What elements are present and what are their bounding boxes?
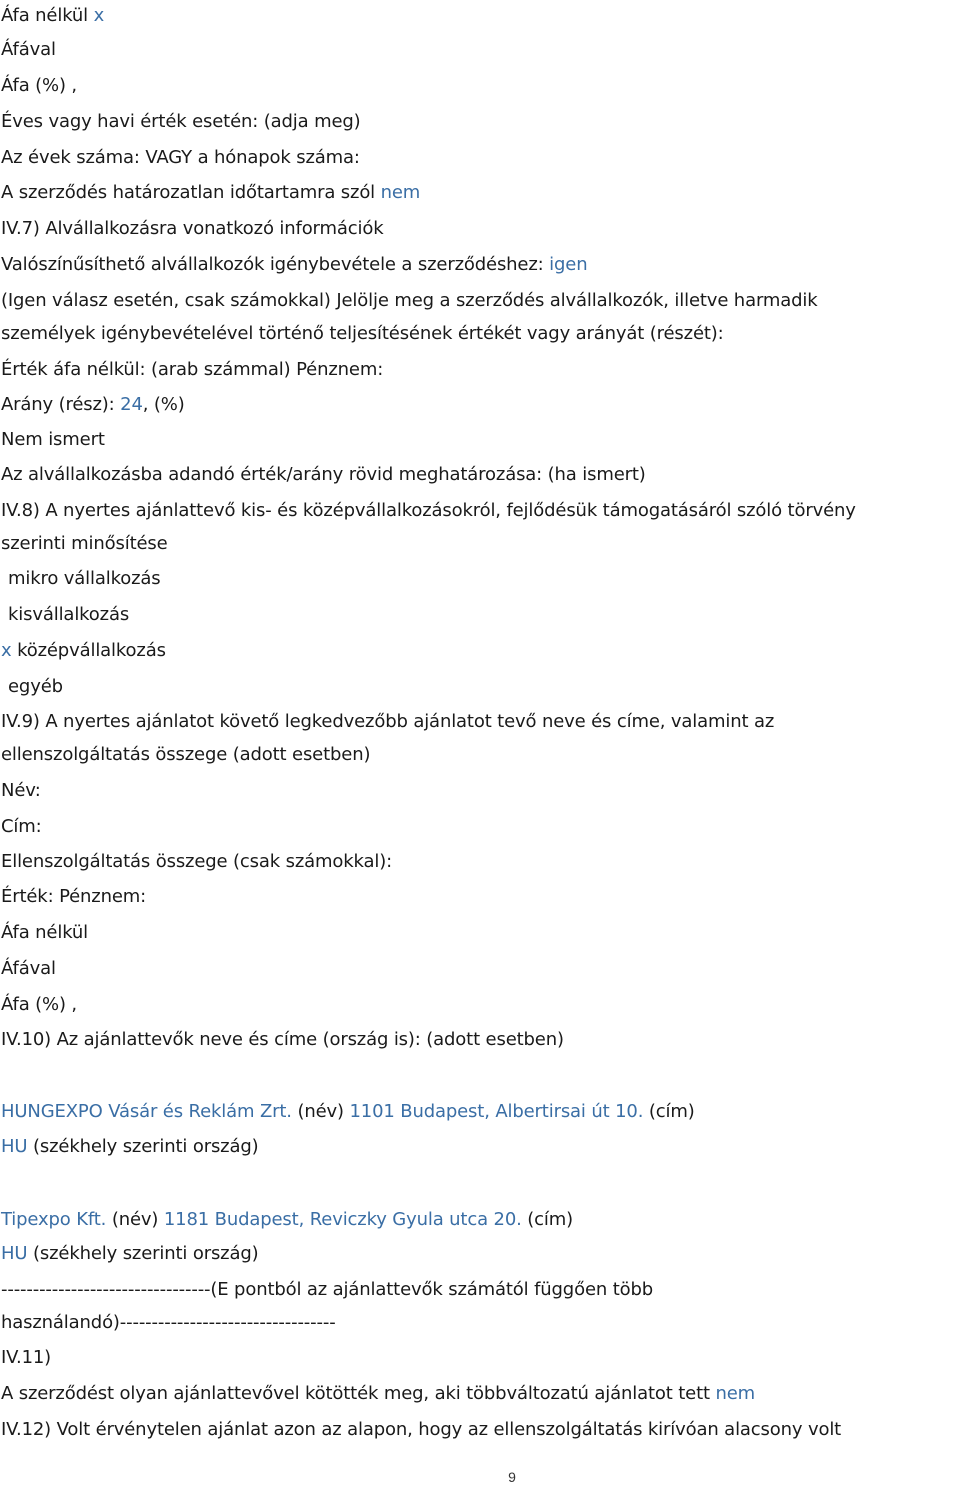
subcontract-instruction-line-2: személyek igénybevételével történő teljesítésének értékét vagy arányát (részét): [1,323,724,344]
section-iv10-heading: IV.10) Az ajánlattevők neve és címe (ország is): (adott esetben) [1,1029,564,1050]
bidder-1-address: 1101 Budapest, Albertirsai út 10. [349,1101,644,1122]
name-line: Név: [1,780,41,801]
section-iv12-heading: IV.12) Volt érvénytelen ajánlat azon az alapon, hogy az ellenszolgáltatás kirívóan alacsony volt [1,1419,842,1440]
page-number: 9 [508,1469,516,1485]
bidder-2-country: HU [1,1243,28,1264]
bidder-2-line [1,1208,573,1232]
section-iv11-heading: IV.11) [1,1347,52,1368]
section-iv9-heading-1: IV.9) A nyertes ajánlatot követő legkedvezőbb ajánlatot tevő neve és címe, valamint az [1,711,775,732]
bidder-2-country-label: (székhely szerinti ország) [33,1243,259,1264]
bidder-1-name-label: (név) [297,1101,344,1122]
annual-monthly-line: Éves vagy havi érték esetén: (adja meg) [1,111,361,132]
bidder-2-country-line [1,1242,259,1266]
vat-included-line-2: Áfával [1,958,56,979]
ratio-line [1,393,185,417]
address-line: Cím: [1,816,42,837]
option-small: kisvállalkozás [8,604,130,625]
bidder-2-name: Tipexpo Kft. [1,1209,107,1230]
subcontractors-line [1,253,587,277]
ratio-value: 24 [120,394,143,415]
vat-percent-line-2: Áfa (%) , [1,994,78,1015]
indefinite-term-line [1,181,420,205]
value-excl-vat-line: Érték áfa nélkül: (arab számmal) Pénznem: [1,359,384,380]
vat-excluded-line [1,4,104,28]
option-other: egyéb [8,676,63,697]
separator-line-2: használandó)---------------------------------- [1,1312,336,1333]
vat-included-line: Áfával [1,39,56,60]
bidder-1-country: HU [1,1136,28,1157]
option-micro: mikro vállalkozás [8,568,161,589]
variant-offer-line [1,1382,755,1406]
consideration-line: Ellenszolgáltatás összege (csak számokkal): [1,851,393,872]
section-iv8-heading-2: szerinti minősítése [1,533,168,554]
subcontract-instruction-line-1: (Igen válasz esetén, csak számokkal) Jelölje meg a szerződés alvállalkozók, illetve harmadik [1,290,818,311]
bidder-1-address-label: (cím) [648,1101,695,1122]
variant-offer-value: nem [715,1383,756,1404]
bidder-1-country-line [1,1135,259,1159]
variant-offer-label: A szerződést olyan ajánlattevővel kötötték meg, aki többváltozatú ajánlatot tett [1,1383,710,1404]
vat-percent-line: Áfa (%) , [1,75,78,96]
indefinite-term-value: nem [380,182,421,203]
option-medium-label: középvállalkozás [17,640,166,661]
subcontract-description-line: Az alvállalkozásba adandó érték/arány rövid meghatározása: (ha ismert) [1,464,646,485]
bidder-2-address-label: (cím) [527,1209,574,1230]
years-months-line: Az évek száma: VAGY a hónapok száma: [1,147,360,168]
section-iv7-heading: IV.7) Alvállalkozásra vonatkozó információk [1,218,384,239]
bidder-1-name: HUNGEXPO Vásár és Reklám Zrt. [1,1101,292,1122]
section-iv8-heading-1: IV.8) A nyertes ajánlattevő kis- és középvállalkozásokról, fejlődésük támogatásáról szóló törvény [1,500,856,521]
bidder-2-address: 1181 Budapest, Reviczky Gyula utca 20. [163,1209,522,1230]
bidder-1-line [1,1100,695,1124]
ratio-label: Arány (rész): [1,394,115,415]
not-known-line: Nem ismert [1,429,105,450]
vat-excluded-label: Áfa nélkül [1,5,89,26]
separator-line-1: ---------------------------------(E pontból az ajánlattevők számától függően több [1,1279,654,1300]
indefinite-term-label: A szerződés határozatlan időtartamra szól [1,182,376,203]
bidder-1-country-label: (székhely szerinti ország) [33,1136,259,1157]
bidder-2-name-label: (név) [111,1209,159,1230]
option-medium-mark: x [1,640,12,661]
vat-excluded-line-2: Áfa nélkül [1,922,89,943]
ratio-unit: , (%) [142,394,185,415]
option-medium [1,639,166,663]
vat-excluded-mark: x [93,5,105,26]
value-currency-line: Érték: Pénznem: [1,886,147,907]
subcontractors-value: igen [549,254,588,275]
subcontractors-label: Valószínűsíthető alvállalkozók igénybevétele a szerződéshez: [1,254,544,275]
section-iv9-heading-2: ellenszolgáltatás összege (adott esetben) [1,744,371,765]
